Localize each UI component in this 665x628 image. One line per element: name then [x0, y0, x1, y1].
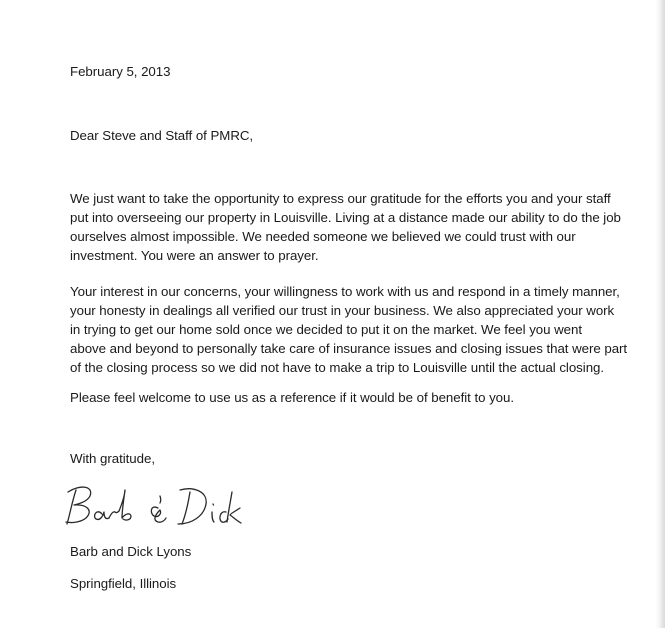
- scan-edge-shadow: [655, 0, 665, 628]
- paragraph-reference: [70, 388, 655, 407]
- letter-date: February 5, 2013: [70, 64, 171, 79]
- paragraph-line: We just want to take the opportunity to express our gratitude for the efforts you and your staff: [70, 191, 611, 206]
- paragraph-appreciation: [70, 282, 655, 377]
- signer-location: Springfield, Illinois: [70, 576, 177, 591]
- paragraph-line: investment. You were an answer to prayer.: [70, 248, 319, 263]
- paragraph-line: your honesty in dealings all verified our trust in your business. We also appreciated your work: [70, 303, 615, 318]
- paragraph-line: in trying to get our home sold once we decided to put it on the market. We feel you went: [70, 322, 583, 337]
- letter-salutation: Dear Steve and Staff of PMRC,: [70, 128, 254, 143]
- paragraph-line: of the closing process so we did not have to make a trip to Louisville until the actual closing.: [70, 360, 605, 375]
- paragraph-gratitude: [70, 189, 655, 265]
- signer-name: Barb and Dick Lyons: [70, 544, 192, 559]
- paragraph-line: above and beyond to personally take care of insurance issues and closing issues that were part: [70, 341, 628, 356]
- paragraph-line: put into overseeing our property in Louisville. Living at a distance made our ability to do the job: [70, 210, 621, 225]
- paragraph-line: Please feel welcome to use us as a reference if it would be of benefit to you.: [70, 390, 515, 405]
- paragraph-line: Your interest in our concerns, your willingness to work with us and respond in a timely manner,: [70, 284, 620, 299]
- letter-closing: With gratitude,: [70, 451, 155, 466]
- paragraph-line: ourselves almost impossible. We needed someone we believed we could trust with our: [70, 229, 576, 244]
- handwritten-signature: [62, 478, 242, 530]
